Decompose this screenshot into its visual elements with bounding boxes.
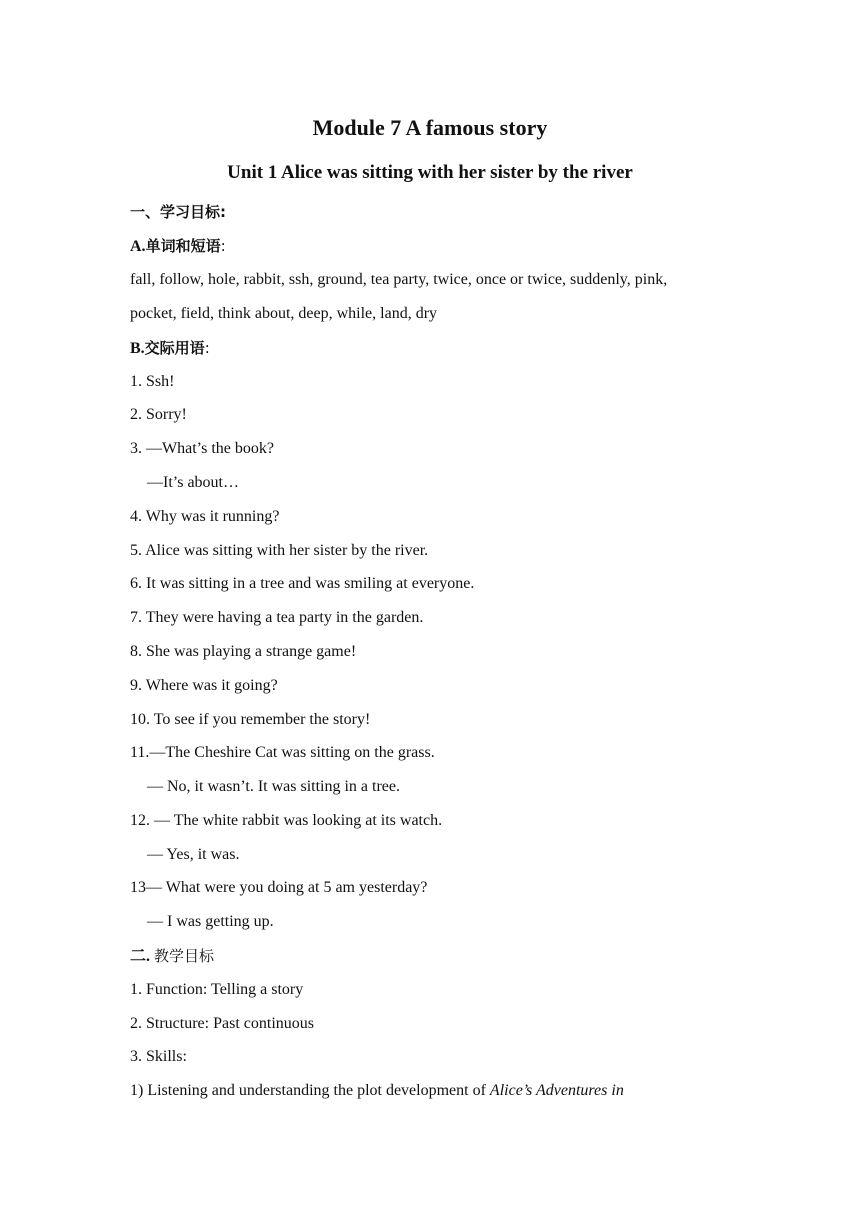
phrase-item: 2. Sorry!: [130, 406, 187, 423]
section1-heading-text: 一、学习目标:: [130, 203, 226, 221]
skill-item-text: 1) Listening and understanding the plot development of: [130, 1082, 490, 1099]
skill-item: [130, 1080, 624, 1102]
phrase-item: 7. They were having a tea party in the garden.: [130, 609, 424, 626]
section2-heading-num: 二.: [130, 948, 151, 965]
section2-heading-cn: 教学目标: [154, 947, 215, 965]
phrase-item: 12. — The white rabbit was looking at its watch.: [130, 812, 443, 829]
section2-heading: [130, 945, 214, 968]
document-subtitle: Unit 1 Alice was sitting with her sister by the river: [227, 162, 633, 183]
document-title: Module 7 A famous story: [312, 115, 548, 140]
section1-heading: [130, 201, 226, 224]
phrase-item: 8. She was playing a strange game!: [130, 643, 357, 660]
partB-heading: [130, 337, 210, 360]
partA-colon: :: [220, 237, 226, 255]
vocabulary-line-2: pocket, field, think about, deep, while, land, dry: [130, 305, 438, 322]
partA-label: A.: [130, 238, 146, 255]
objective-item: 2. Structure: Past continuous: [130, 1015, 314, 1032]
phrase-item: — Yes, it was.: [147, 846, 240, 863]
phrase-item: 11.—The Cheshire Cat was sitting on the grass.: [130, 744, 435, 761]
book-title-italic: Alice’s Adventures in: [489, 1082, 624, 1099]
phrase-item: —It’s about…: [147, 474, 239, 491]
partB-label-cn: 交际用语: [144, 339, 205, 357]
phrase-item: 9. Where was it going?: [130, 677, 278, 694]
phrase-item: 4. Why was it running?: [130, 508, 280, 525]
phrase-item: 10. To see if you remember the story!: [130, 711, 371, 728]
phrase-item: — I was getting up.: [147, 913, 274, 930]
phrase-item: 3. —What’s the book?: [130, 440, 274, 457]
phrase-item: 13— What were you doing at 5 am yesterday?: [130, 879, 428, 896]
phrase-item: 1. Ssh!: [130, 373, 175, 390]
phrase-item: 6. It was sitting in a tree and was smiling at everyone.: [130, 575, 475, 592]
partB-colon: :: [204, 339, 210, 357]
phrase-item: 5. Alice was sitting with her sister by the river.: [130, 542, 429, 559]
partA-label-cn: 单词和短语: [145, 237, 221, 255]
vocabulary-line-1: fall, follow, hole, rabbit, ssh, ground, tea party, twice, once or twice, suddenly, pink,: [130, 271, 668, 288]
objective-item: 3. Skills:: [130, 1048, 187, 1065]
partA-heading: [130, 235, 226, 258]
objective-item: 1. Function: Telling a story: [130, 981, 304, 998]
phrase-item: — No, it wasn’t. It was sitting in a tree.: [147, 778, 400, 795]
partB-label: B.: [130, 340, 145, 357]
